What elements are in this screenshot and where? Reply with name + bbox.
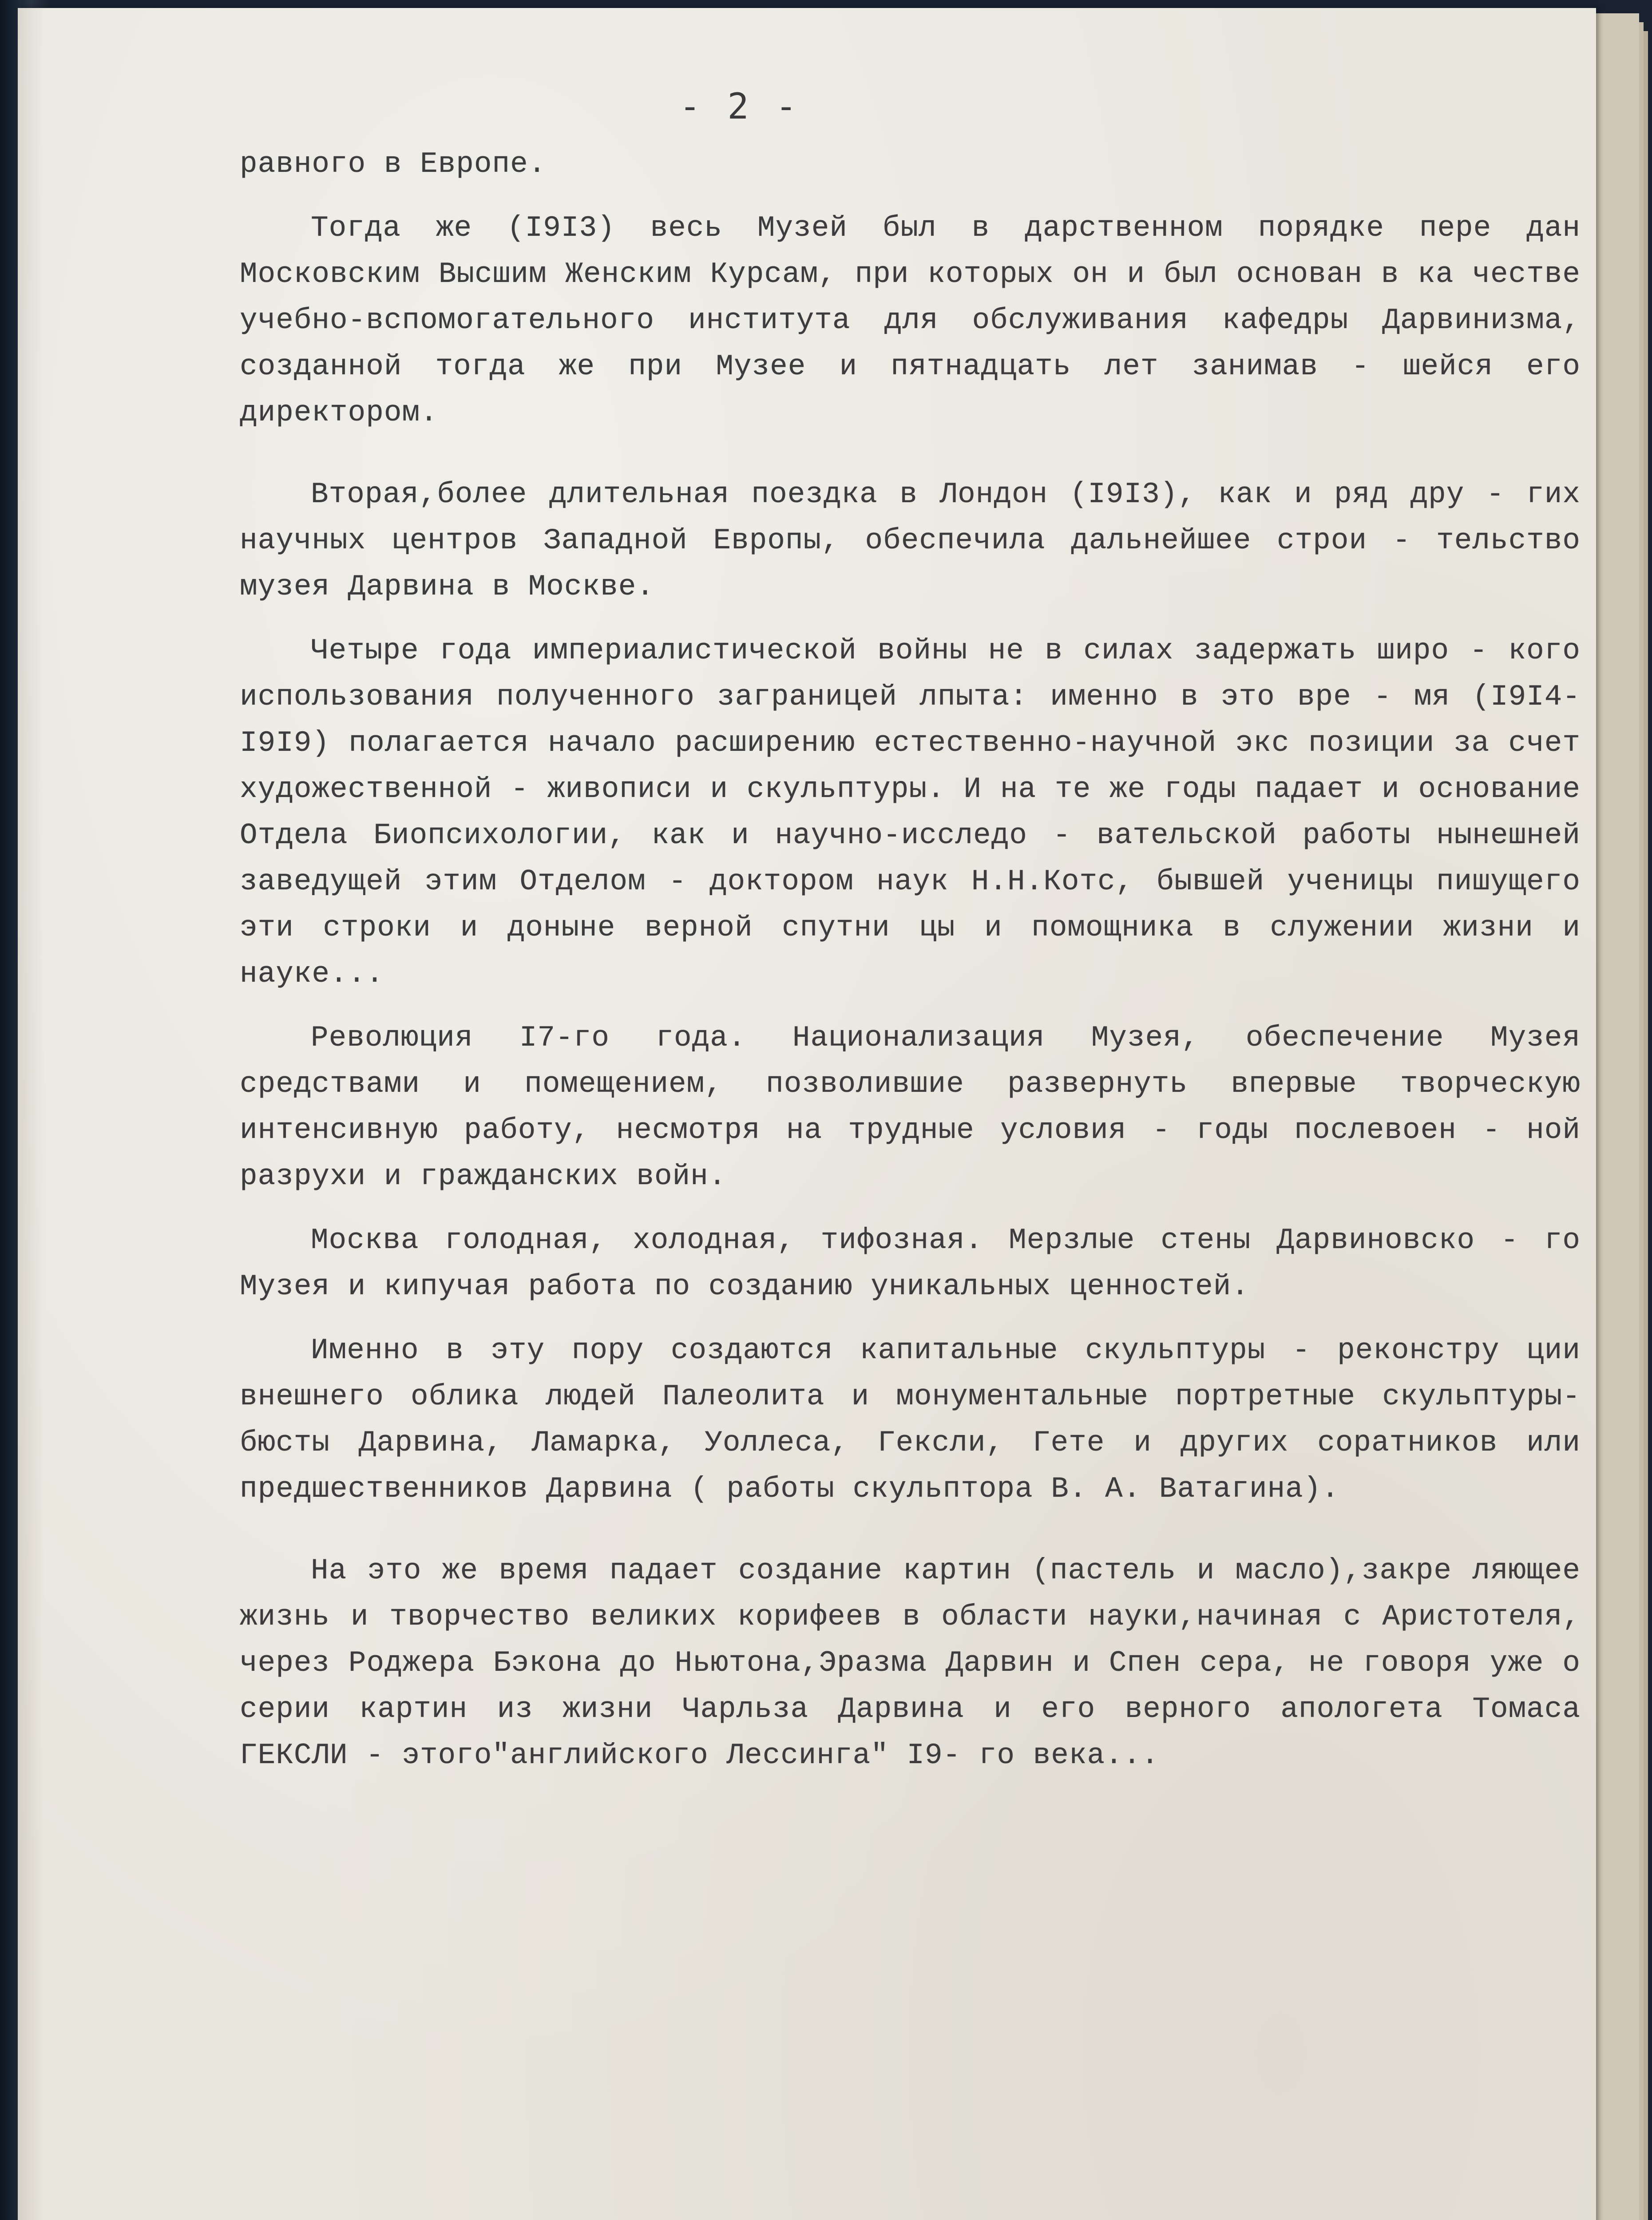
paragraph-revolution: Революция I7-го года. Национализация Музея, обеспечение Музея средствами и помещением, позволившие развернуть впервые творческую интенсивную работу, несмотря на трудные условия - годы послевоен - ной разрухи и гражданских войн. — [240, 1021, 1581, 1193]
document-body — [240, 141, 1581, 1779]
paragraph-paintings: На это же время падает создание картин (пастель и масло),закре ляющее жизнь и творчество великих корифеев в области науки,начиная с Аристотеля, через Роджера Бэкона до Ньютона,Эразма Дарвин и Спен сера, не говоря уже о серии картин из жизни Чарльза Дарвина и его верного апологета Томаса ГЕКСЛИ - этого"английского Лессинга" I9- го века... — [240, 1554, 1581, 1772]
paragraph-war-years: Четыре года империалистической войны не в силах задержать широ - кого использования полученного заграницей лпыта: именно в это вре - мя (I9I4-I9I9) полагается начало расширению естественно-научной экс позиции за счет художественной - живописи и скульптуры. И на те же годы падает и основание Отдела Биопсихологии, как и научно-исследо - вательской работы нынешней заведущей этим Отделом - доктором наук Н.Н.Котс, бывшей ученицы пишущего эти строки и доныне верной спутни цы и помощника в служении жизни и науке... — [240, 634, 1581, 991]
paragraph-museum-transfer: Тогда же (I9I3) весь Музей был в дарственном порядке пере дан Московским Высшим Женским Курсам, при которых он и был основан в ка честве учебно-вспомогательного института для обслуживания кафедры Дарвинизма, созданной тогда же при Музее и пятнадцать лет занимав - шейся его директором. — [240, 211, 1581, 429]
paragraph-sculptures: Именно в эту пору создаются капитальные скульптуры - реконстру ции внешнего облика людей Палеолита и монументальные портретные скульптуры-бюсты Дарвина, Ламарка, Уоллеса, Гексли, Гете и других соратников или предшественников Дарвина ( работы скульптора В. А. Ватагина). — [240, 1334, 1581, 1506]
paragraph-continuation: равного в Европе. — [240, 147, 547, 181]
paragraph-london-trip: Вторая,более длительная поездка в Лондон (I9I3), как и ряд дру - гих научных центров Западной Европы, обеспечила дальнейшее строи - тельство музея Дарвина в Москве. — [240, 478, 1581, 603]
document-page — [18, 8, 1596, 2220]
page-number: - 2 - — [679, 86, 800, 127]
paragraph-moscow: Москва голодная, холодная, тифозная. Мерзлые стены Дарвиновско - го Музея и кипучая работа по созданию уникальных ценностей. — [240, 1224, 1581, 1303]
